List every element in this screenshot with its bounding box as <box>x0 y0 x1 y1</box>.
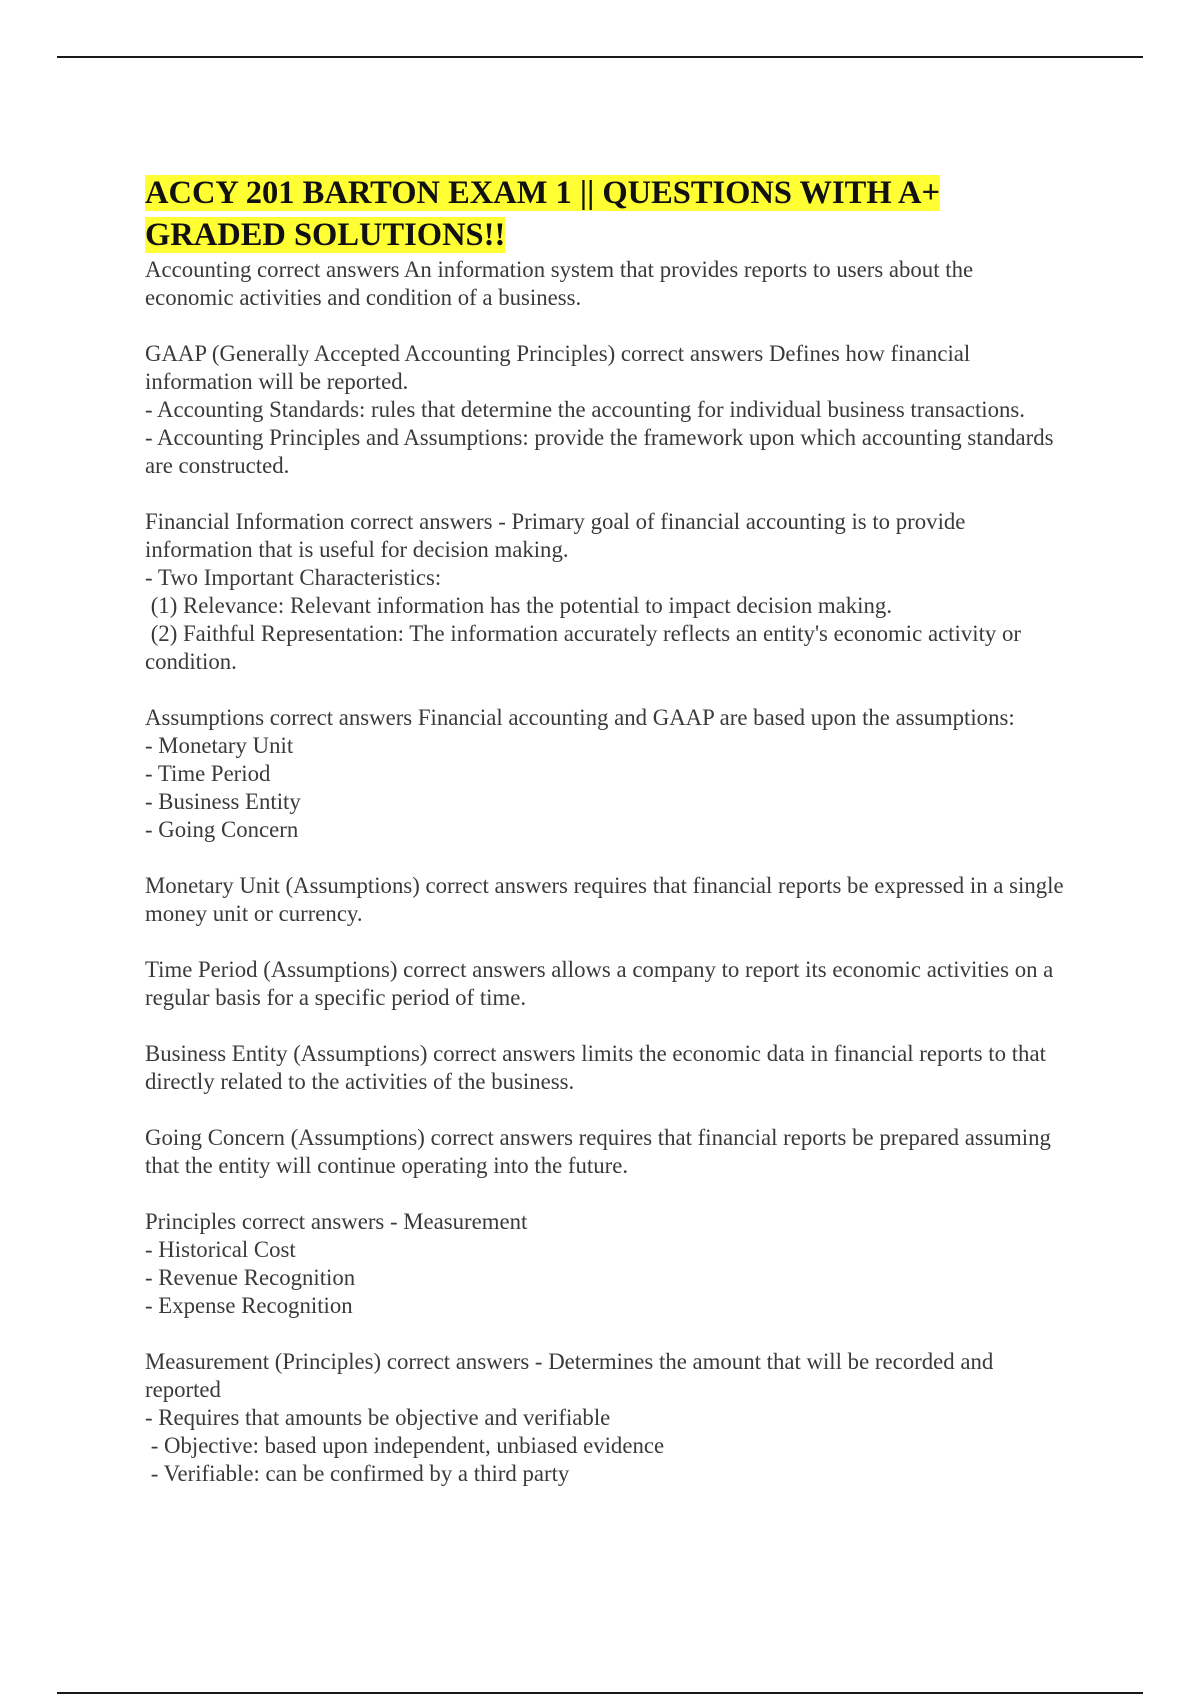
entry-line: (1) Relevance: Relevant information has the potential to impact decision making. <box>145 593 893 618</box>
entry-measurement <box>145 1348 1065 1488</box>
document-body <box>145 172 1070 1516</box>
entry-line: - Two Important Characteristics: <box>145 565 442 590</box>
entry-line: Time Period (Assumptions) correct answers allows a company to report its economic activities on a regular basis for a specific period of time. <box>145 957 1060 1010</box>
entry-line: - Historical Cost <box>145 1237 296 1262</box>
entry-going-concern <box>145 1124 1065 1180</box>
entry-line: Monetary Unit (Assumptions) correct answers requires that financial reports be expressed in a single money unit or currency. <box>145 873 1070 926</box>
top-rule <box>57 56 1143 58</box>
entry-assumptions <box>145 704 1065 844</box>
entry-line: Principles correct answers - Measurement <box>145 1209 528 1234</box>
entry-line: - Business Entity <box>145 789 301 814</box>
entry-line: - Verifiable: can be confirmed by a third party <box>145 1461 570 1486</box>
entry-gaap <box>145 340 1065 480</box>
entry-monetary-unit <box>145 872 1070 928</box>
entry-business-entity <box>145 1040 1065 1096</box>
entry-line: GAAP (Generally Accepted Accounting Principles) correct answers Defines how financial information will be reported. <box>145 341 976 394</box>
entry-principles <box>145 1208 1065 1320</box>
entry-line: Measurement (Principles) correct answers - Determines the amount that will be recorded and reported <box>145 1349 999 1402</box>
entry-line: - Accounting Principles and Assumptions: provide the framework upon which accounting standards are constructed. <box>145 425 1060 478</box>
entry-line: - Revenue Recognition <box>145 1265 356 1290</box>
entry-line: Accounting correct answers An information system that provides reports to users about the economic activities and condition of a business. <box>145 257 979 310</box>
entry-time-period <box>145 956 1065 1012</box>
entry-line: - Monetary Unit <box>145 733 294 758</box>
entry-line: Business Entity (Assumptions) correct answers limits the economic data in financial reports to that directly related to the activities of the business. <box>145 1041 1052 1094</box>
entry-line: - Accounting Standards: rules that determine the accounting for individual business transactions. <box>145 397 1026 422</box>
entry-line: - Expense Recognition <box>145 1293 353 1318</box>
document-title <box>145 172 1065 256</box>
entry-line: - Requires that amounts be objective and verifiable <box>145 1405 611 1430</box>
entry-line: Financial Information correct answers - Primary goal of financial accounting is to provide information that is useful for decision making. <box>145 509 972 562</box>
entry-line: - Time Period <box>145 761 271 786</box>
entry-accounting <box>145 256 1065 312</box>
bottom-rule <box>57 1692 1143 1694</box>
entry-line: - Objective: based upon independent, unbiased evidence <box>145 1433 665 1458</box>
entry-line: Going Concern (Assumptions) correct answers requires that financial reports be prepared assuming that the entity will continue operating into the future. <box>145 1125 1057 1178</box>
entry-line: - Going Concern <box>145 817 299 842</box>
entry-financial-information <box>145 508 1065 676</box>
title-highlight: ACCY 201 BARTON EXAM 1 || QUESTIONS WITH A+ GRADED SOLUTIONS!! <box>145 175 940 253</box>
entry-line: (2) Faithful Representation: The information accurately reflects an entity's economic activity or condition. <box>145 621 1027 674</box>
entry-line: Assumptions correct answers Financial accounting and GAAP are based upon the assumptions: <box>145 705 1015 730</box>
